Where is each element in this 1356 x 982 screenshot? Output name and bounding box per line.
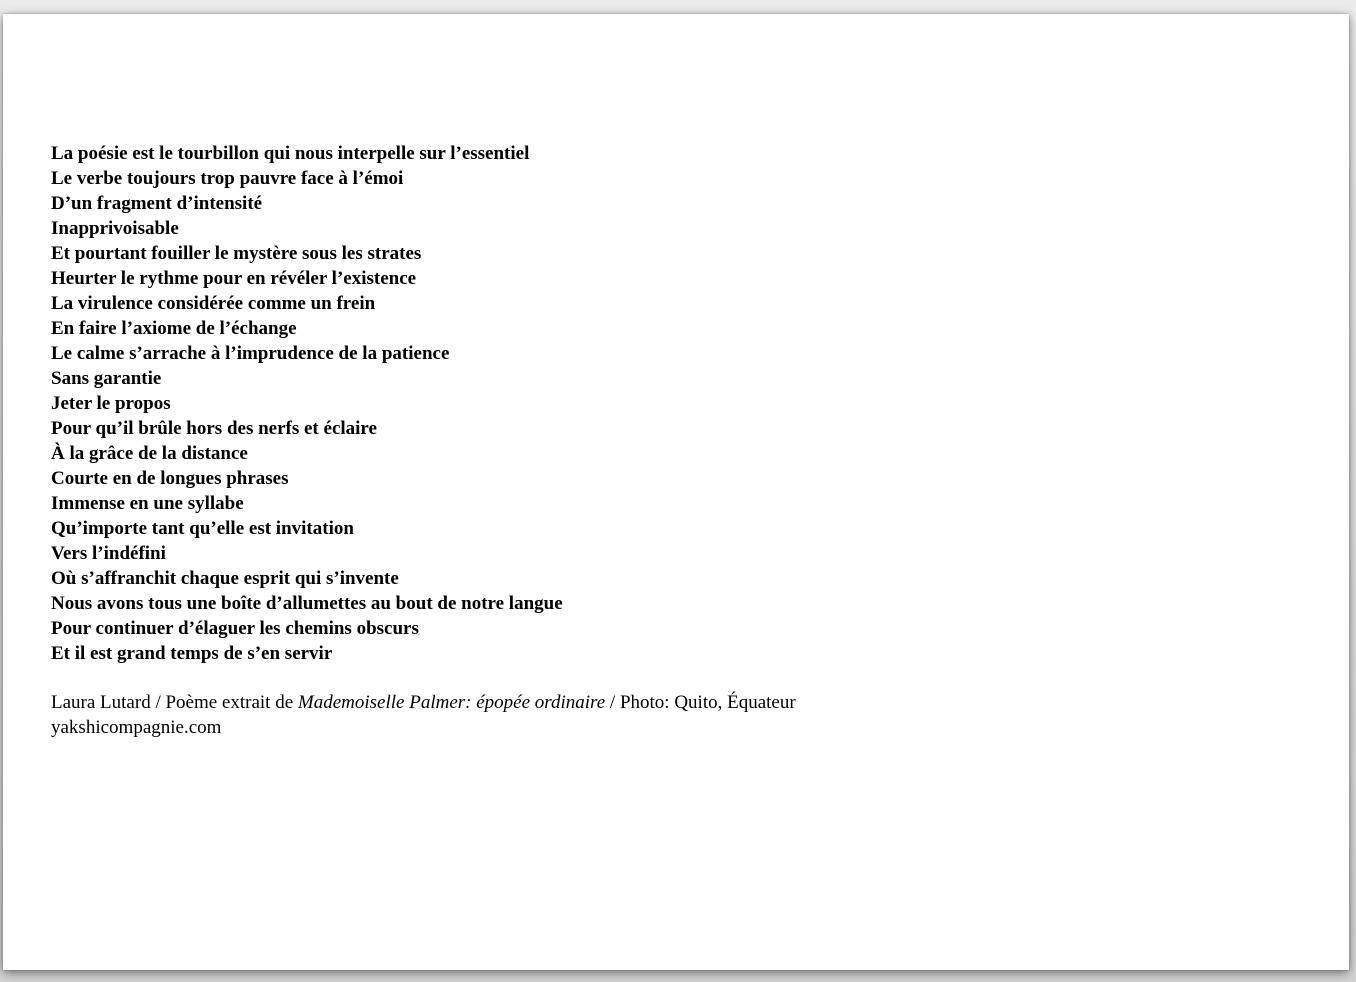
website-text: yakshicompagnie.com [51, 717, 222, 738]
poem-line: Le calme s’arrache à l’imprudence de la patience [51, 343, 450, 364]
poem-line: Qu’importe tant qu’elle est invitation [51, 518, 354, 539]
poem-line: Pour qu’il brûle hors des nerfs et éclaire [51, 418, 377, 439]
credit-photo-location: / Photo: Quito, Équateur [605, 692, 796, 713]
poem-line: Où s’affranchit chaque esprit qui s’invente [51, 568, 399, 589]
poem-line: Courte en de longues phrases [51, 468, 289, 489]
poem-line: D’un fragment d’intensité [51, 193, 263, 214]
poem-line: Inapprivoisable [51, 218, 179, 239]
poem-line: Nous avons tous une boîte d’allumettes au bout de notre langue [51, 593, 563, 614]
poem-line: Immense en une syllabe [51, 493, 244, 514]
poem-line: Le verbe toujours trop pauvre face à l’émoi [51, 168, 404, 189]
poem-line: Jeter le propos [51, 393, 171, 414]
credit-author-prefix: Laura Lutard / Poème extrait de [51, 692, 298, 713]
poem-line: Et pourtant fouiller le mystère sous les strates [51, 243, 422, 264]
credits [51, 690, 796, 740]
poem-line: Pour continuer d’élaguer les chemins obscurs [51, 618, 419, 639]
poem-line: En faire l’axiome de l’échange [51, 318, 297, 339]
credit-line [51, 690, 796, 715]
poem-line: À la grâce de la distance [51, 443, 248, 464]
poem-line: La poésie est le tourbillon qui nous interpelle sur l’essentiel [51, 143, 530, 164]
poem [51, 141, 563, 666]
postcard-page [3, 14, 1349, 970]
poem-line: Et il est grand temps de s’en servir [51, 643, 333, 664]
credit-work-title: Mademoiselle Palmer: épopée ordinaire [297, 692, 606, 713]
poem-line: Sans garantie [51, 368, 162, 389]
poem-line: Vers l’indéfini [51, 543, 166, 564]
poem-line: Heurter le rythme pour en révéler l’existence [51, 268, 417, 289]
poem-line: La virulence considérée comme un frein [51, 293, 376, 314]
